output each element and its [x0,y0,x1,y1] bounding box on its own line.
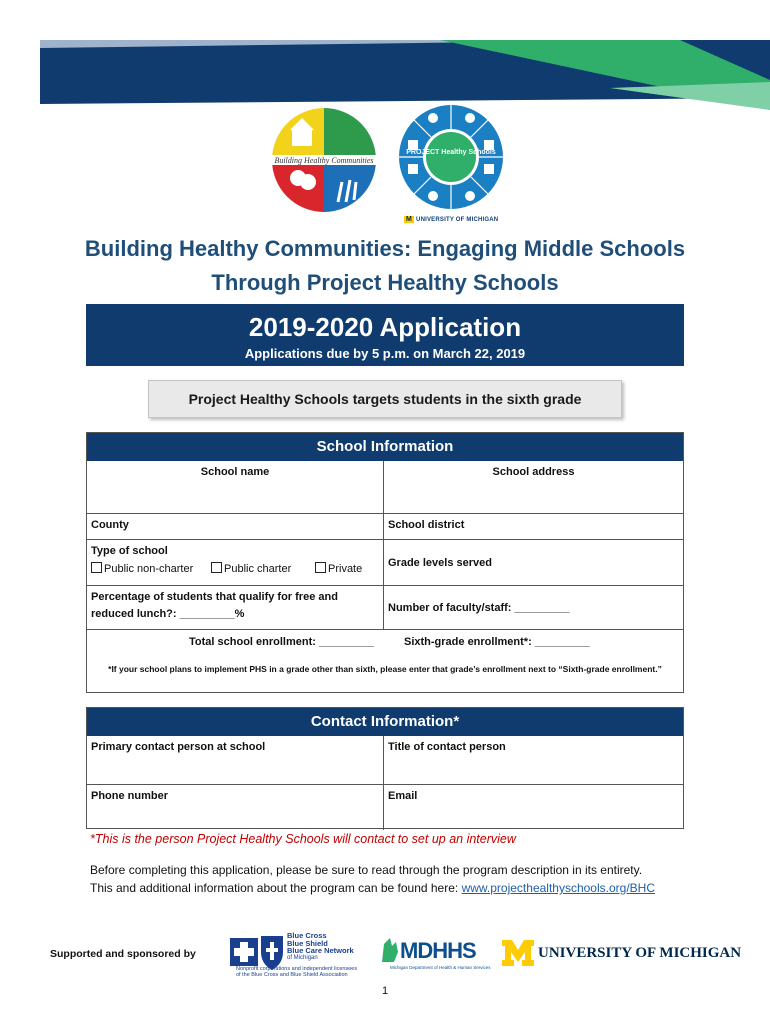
free-lunch-label-line1: Percentage of students that qualify for free and [91,591,338,603]
svg-text:PROJECT Healthy Schools: PROJECT Healthy Schools [406,149,496,156]
option-private[interactable]: Private [315,562,362,575]
table-row [87,513,683,539]
application-due-date: Applications due by 5 p.m. on March 22, 2019 [244,346,526,361]
checkbox-icon[interactable] [211,562,222,573]
email-field[interactable] [384,785,683,830]
type-of-school-field [87,540,384,585]
building-healthy-communities-logo [268,106,380,214]
primary-contact-label: Primary contact person at school [91,741,266,753]
school-district-field[interactable] [384,514,683,539]
project-healthy-schools-logo [398,104,504,210]
county-label: County [91,519,129,531]
table-row [87,461,683,513]
program-info-paragraph [90,861,690,897]
email-label: Email [388,790,418,802]
mdhhs-subtitle: Michigan Department of Health & Human Services [390,965,491,970]
university-of-michigan-small-logo: M UNIVERSITY OF MICHIGAN [406,216,499,223]
county-field[interactable] [87,514,384,539]
program-info-line1: Before completing this application, please be sure to read through the program description in its entirety. [90,863,643,877]
contact-information-table [86,707,684,829]
supported-by-label: Supported and sponsored by [50,948,196,960]
school-address-field[interactable] [384,461,683,513]
application-banner [86,304,684,366]
blue-cross-icon [230,938,258,966]
grade-levels-field[interactable] [384,540,683,585]
michigan-map-icon [382,938,398,962]
type-of-school-label: Type of school [91,545,168,557]
primary-contact-field[interactable] [87,736,384,784]
grade-levels-label: Grade levels served [388,556,492,569]
table-row [87,629,683,693]
school-address-label: School address [492,466,575,478]
document-title-line1: Building Healthy Communities: Engaging Middle Schools [84,236,686,261]
phone-number-field[interactable] [87,785,384,830]
free-lunch-label-line2: reduced lunch?: _________% [91,608,245,620]
svg-text:Building Healthy Communities: Building Healthy Communities [274,156,374,165]
application-title: 2019-2020 Application [248,312,522,342]
contact-note: *This is the person Project Healthy Schools will contact to set up an interview [90,832,516,846]
page-number: 1 [381,985,389,997]
table-row [87,539,683,585]
table-row [87,784,683,830]
table-row [87,585,683,629]
school-district-label: School district [388,519,465,531]
school-information-table [86,432,684,693]
enrollment-footnote: *If your school plans to implement PHS in a grade other than sixth, please enter that grade’s enrollment next to “Sixth-grade enrollment.” [108,664,662,674]
blue-shield-icon [261,936,283,970]
free-lunch-field[interactable] [87,586,384,629]
school-name-field[interactable] [87,461,384,513]
bcbs-disclaimer: Nonprofit corporations and independent licensees of the Blue Cross and Blue Shield Association [236,966,358,978]
program-link[interactable]: www.projecthealthyschools.org/BHC [461,881,655,895]
target-grade-note: Project Healthy Schools targets students in the sixth grade [148,380,622,418]
contact-title-label: Title of contact person [388,741,506,753]
program-info-line2: This and additional information about the program can be found here: www.projecthealthyschools.org/BHC [90,881,655,895]
school-information-header: School Information [87,433,683,461]
option-public-non-charter[interactable]: Public non-charter [91,562,211,575]
phone-number-label: Phone number [91,790,169,802]
faculty-count-label: Number of faculty/staff: _________ [388,601,570,614]
faculty-count-field[interactable] [384,586,683,629]
contact-title-field[interactable] [384,736,683,784]
block-m-icon: M [406,216,413,223]
table-row [87,736,683,784]
school-type-options [91,562,379,575]
school-name-label: School name [200,466,270,478]
checkbox-icon[interactable] [315,562,326,573]
mdhhs-wordmark: MDHHS [400,938,476,963]
block-m-icon [502,940,534,966]
document-title-line2: Through Project Healthy Schools [211,270,559,295]
contact-information-header: Contact Information* [87,708,683,736]
university-of-michigan-logo: UNIVERSITY OF MICHIGAN [538,945,742,961]
checkbox-icon[interactable] [91,562,102,573]
option-public-charter[interactable]: Public charter [211,562,315,575]
sixth-grade-enrollment-field[interactable]: Sixth-grade enrollment*: _________ [404,636,590,648]
header-banner [0,40,770,130]
total-enrollment-field[interactable]: Total school enrollment: _________ [189,636,375,648]
bcbs-name: Blue Cross Blue Shield Blue Care Network of Michigan [287,931,354,961]
